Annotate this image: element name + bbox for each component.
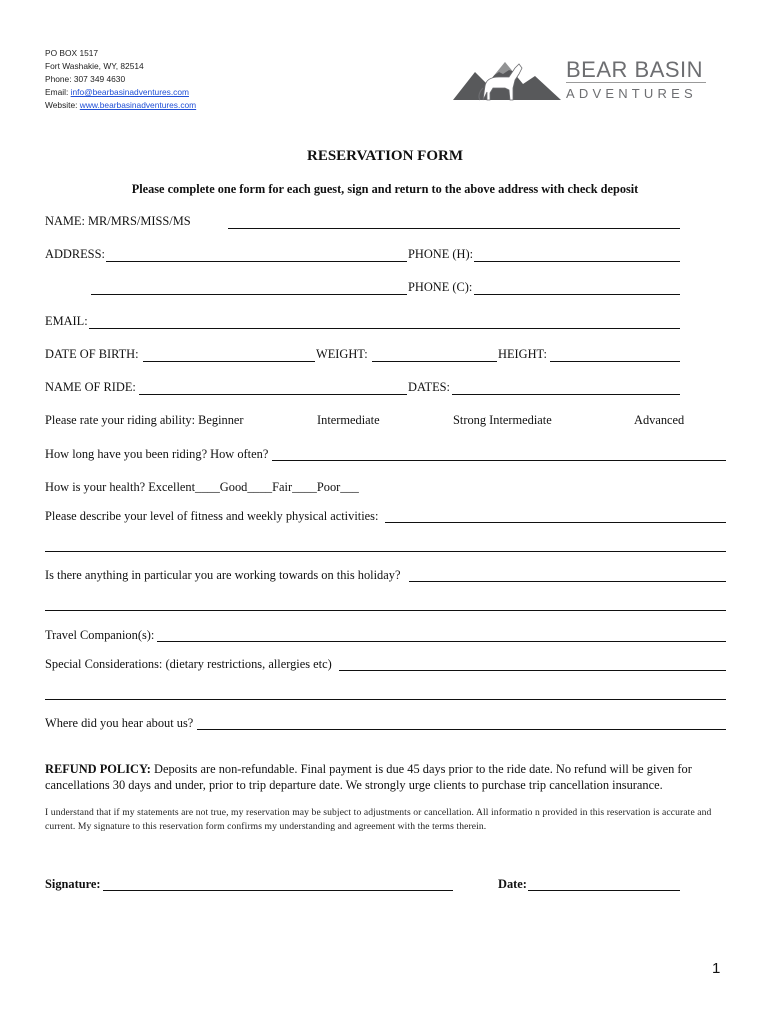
website-line: Website: www.bearbasinadventures.com (45, 100, 197, 110)
special-field[interactable] (339, 670, 726, 671)
name-field[interactable] (228, 228, 680, 229)
page-number: 1 (712, 960, 721, 977)
height-label: HEIGHT: (498, 347, 547, 361)
dates-field[interactable] (452, 394, 680, 395)
email-field[interactable] (89, 328, 680, 329)
address-label: ADDRESS: (45, 247, 105, 261)
name-label: NAME: MR/MRS/MISS/MS (45, 214, 191, 228)
hear-label: Where did you hear about us? (45, 716, 194, 730)
ability-intermediate[interactable]: Intermediate (317, 413, 380, 427)
city: Fort Washakie, WY, 82514 (45, 61, 144, 71)
email-link[interactable]: info@bearbasinadventures.com (70, 87, 189, 97)
companions-field[interactable] (157, 641, 726, 642)
refund-text: Deposits are non-refundable. Final payment is due 45 days prior to the ride date. No refund will be given for cancellations 30 days and under, prior to trip departure date. We strongly urge clients to purchase trip cancellation insurance. (45, 762, 692, 792)
form-subtitle: Please complete one form for each guest, sign and return to the above address with check deposit (131, 182, 639, 196)
date-field[interactable] (528, 890, 680, 891)
ride-field[interactable] (139, 394, 407, 395)
fitness-field-line-2[interactable] (45, 551, 726, 552)
ride-label: NAME OF RIDE: (45, 380, 136, 394)
ability-label[interactable]: Please rate your riding ability: Beginner (45, 413, 244, 427)
phone: Phone: 307 349 4630 (45, 74, 126, 84)
phone-h-field[interactable] (474, 261, 680, 262)
refund-policy (45, 761, 725, 793)
holiday-question: Is there anything in particular you are working towards on this holiday? (45, 568, 401, 582)
health-question[interactable]: How is your health? Excellent____Good____Fair____Poor___ (45, 480, 359, 494)
ability-advanced[interactable]: Advanced (634, 413, 685, 427)
companions-label: Travel Companion(s): (45, 628, 155, 642)
address-line-2-field[interactable] (91, 294, 407, 295)
website-link[interactable]: www.bearbasinadventures.com (79, 100, 197, 110)
dob-field[interactable] (143, 361, 315, 362)
weight-field[interactable] (372, 361, 497, 362)
special-field-line-2[interactable] (45, 699, 726, 700)
special-label: Special Considerations: (dietary restrictions, allergies etc) (45, 657, 332, 671)
riding-question: How long have you been riding? How often? (45, 447, 269, 461)
signature-field[interactable] (103, 890, 453, 891)
email-label: EMAIL: (45, 314, 88, 328)
date-label: Date: (498, 877, 527, 891)
refund-title: REFUND POLICY: (45, 762, 151, 776)
height-field[interactable] (550, 361, 680, 362)
ability-strong-intermediate[interactable]: Strong Intermediate (453, 413, 552, 427)
holiday-field-line-2[interactable] (45, 610, 726, 611)
brand-name: BEAR BASIN (566, 57, 704, 82)
fitness-field[interactable] (385, 522, 726, 523)
hear-field[interactable] (197, 729, 726, 730)
dates-label: DATES: (408, 380, 450, 394)
email-line: Email: info@bearbasinadventures.com (45, 87, 189, 97)
form-title: RESERVATION FORM (306, 148, 464, 164)
dob-label: DATE OF BIRTH: (45, 347, 139, 361)
contact-block (45, 47, 196, 112)
holiday-field[interactable] (409, 581, 726, 582)
riding-field[interactable] (272, 460, 726, 461)
phone-h-label: PHONE (H): (408, 247, 474, 261)
understanding-statement: I understand that if my statements are not true, my reservation may be subject to adjustments or cancellation. All informatio n provided in this reservation is accurate and current. My signature to this reservation form confirms my understanding and agreement with the terms therein. (45, 807, 712, 832)
fitness-question: Please describe your level of fitness and weekly physical activities: (45, 509, 379, 523)
weight-label: WEIGHT: (316, 347, 368, 361)
brand-tagline: ADVENTURES (566, 86, 697, 101)
phone-c-field[interactable] (474, 294, 680, 295)
phone-c-label: PHONE (C): (408, 280, 473, 294)
brand-divider (566, 82, 706, 83)
address-field[interactable] (106, 261, 407, 262)
po-box: PO BOX 1517 (45, 48, 99, 58)
signature-label: Signature: (45, 877, 101, 891)
